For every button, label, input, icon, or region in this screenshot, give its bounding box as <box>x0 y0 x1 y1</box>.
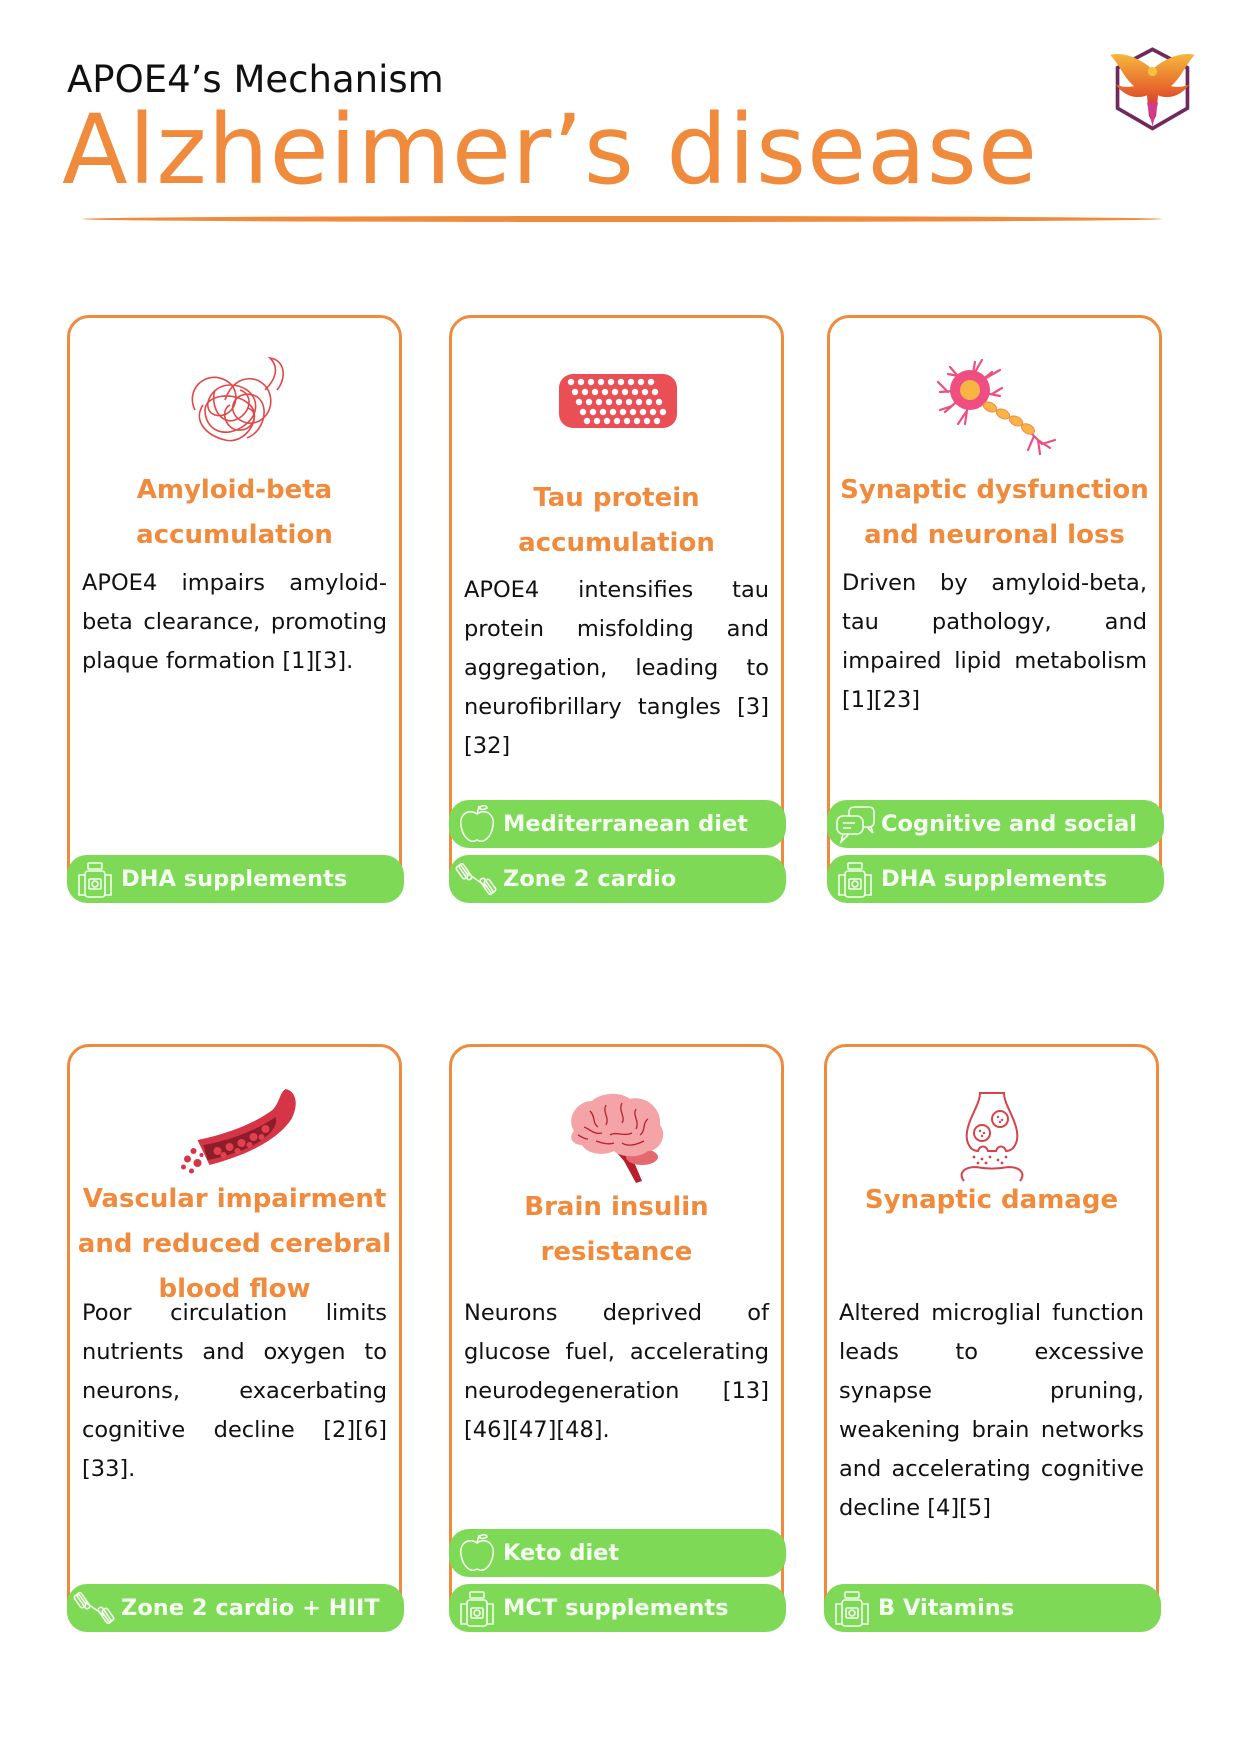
supplement-jar-icon <box>455 1586 499 1630</box>
dumbbell-icon <box>73 1586 117 1630</box>
card-title-line: blood flow <box>158 1274 311 1304</box>
intervention-label: Mediterranean diet <box>503 811 749 837</box>
card-title-line: resistance <box>540 1237 693 1267</box>
chat-bubbles-icon <box>833 802 877 846</box>
intervention-pill-zone-2-cardio[interactable] <box>449 855 786 903</box>
phoenix-logo-icon <box>1105 42 1200 134</box>
card-title-line: Tau protein <box>533 483 700 513</box>
intervention-pill-mct-supplements[interactable] <box>449 1584 786 1632</box>
mechanism-card-synaptic-dysfunction <box>827 315 1162 903</box>
card-title-line: Vascular impairment <box>82 1184 387 1214</box>
card-description: Altered microglial function leads to excessive synapse pruning, weakening brain networks and accelerating cognitive decline [4][5] <box>839 1300 1144 1521</box>
blood-vessel-icon <box>167 1085 302 1180</box>
neuron-icon <box>930 352 1060 457</box>
brain-icon <box>562 1091 672 1186</box>
intervention-pill-keto-diet[interactable] <box>449 1529 786 1577</box>
mechanism-card-brain-insulin-resistance <box>449 1044 784 1632</box>
intervention-pill-mediterranean-diet[interactable] <box>449 800 786 848</box>
card-title-line: Synaptic dysfunction <box>840 475 1149 505</box>
supplement-jar-icon <box>830 1586 874 1630</box>
supplement-jar-icon <box>833 857 877 901</box>
intervention-pill-dha-supplements[interactable] <box>827 855 1164 903</box>
intervention-pill-dha-supplements[interactable] <box>67 855 404 903</box>
intervention-label: Keto diet <box>503 1540 620 1566</box>
mechanism-card-vascular-impairment <box>67 1044 402 1632</box>
card-title-line: Brain insulin <box>524 1192 709 1222</box>
mechanism-card-synaptic-damage <box>824 1044 1159 1632</box>
intervention-label: DHA supplements <box>881 866 1108 892</box>
amyloid-tangle-icon <box>175 350 295 460</box>
card-title-line: accumulation <box>136 520 333 550</box>
intervention-pill-zone-2-cardio-hiit[interactable] <box>67 1584 404 1632</box>
card-title-line: Synaptic damage <box>864 1185 1119 1215</box>
intervention-label: Zone 2 cardio <box>503 866 677 892</box>
synapse-icon <box>952 1089 1032 1184</box>
card-description: APOE4 impairs amyloid-beta clearance, promoting plaque formation [1][3]. <box>82 570 387 674</box>
apple-icon <box>455 802 499 846</box>
intervention-label: B Vitamins <box>878 1595 1015 1621</box>
supplement-jar-icon <box>73 857 117 901</box>
card-title-line: and reduced cerebral <box>77 1229 392 1259</box>
mechanism-card-tau-protein <box>449 315 784 903</box>
card-description: Poor circulation limits nutrients and oxygen to neurons, exacerbating cognitive decline [2][6][33]. <box>82 1300 387 1482</box>
page-title: Alzheimer’s disease <box>62 94 1038 206</box>
intervention-label: DHA supplements <box>121 866 348 892</box>
dumbbell-icon <box>455 857 499 901</box>
card-title-line: and neuronal loss <box>864 520 1125 550</box>
intervention-label: Cognitive and social <box>881 811 1137 837</box>
card-description: APOE4 intensifies tau protein misfolding and aggregation, leading to neurofibrillary tangles [3][32] <box>464 577 769 759</box>
page-subtitle: APOE4’s Mechanism <box>67 58 444 101</box>
card-description: Driven by amyloid-beta, tau pathology, and impaired lipid metabolism [1][23] <box>842 570 1147 713</box>
intervention-pill-b-vitamins[interactable] <box>824 1584 1161 1632</box>
intervention-label: MCT supplements <box>503 1595 729 1621</box>
mechanism-card-amyloid-beta <box>67 315 402 903</box>
card-description: Neurons deprived of glucose fuel, accelerating neurodegeneration [13][46][47][48]. <box>464 1300 769 1443</box>
card-title-line: accumulation <box>518 528 715 558</box>
card-title-line: Amyloid-beta <box>136 475 333 505</box>
intervention-pill-cognitive-and-social[interactable] <box>827 800 1164 848</box>
tau-protein-icon <box>547 368 687 433</box>
intervention-label: Zone 2 cardio + HIIT <box>121 1595 380 1621</box>
apple-icon <box>455 1531 499 1575</box>
title-underline-divider <box>82 216 1162 222</box>
